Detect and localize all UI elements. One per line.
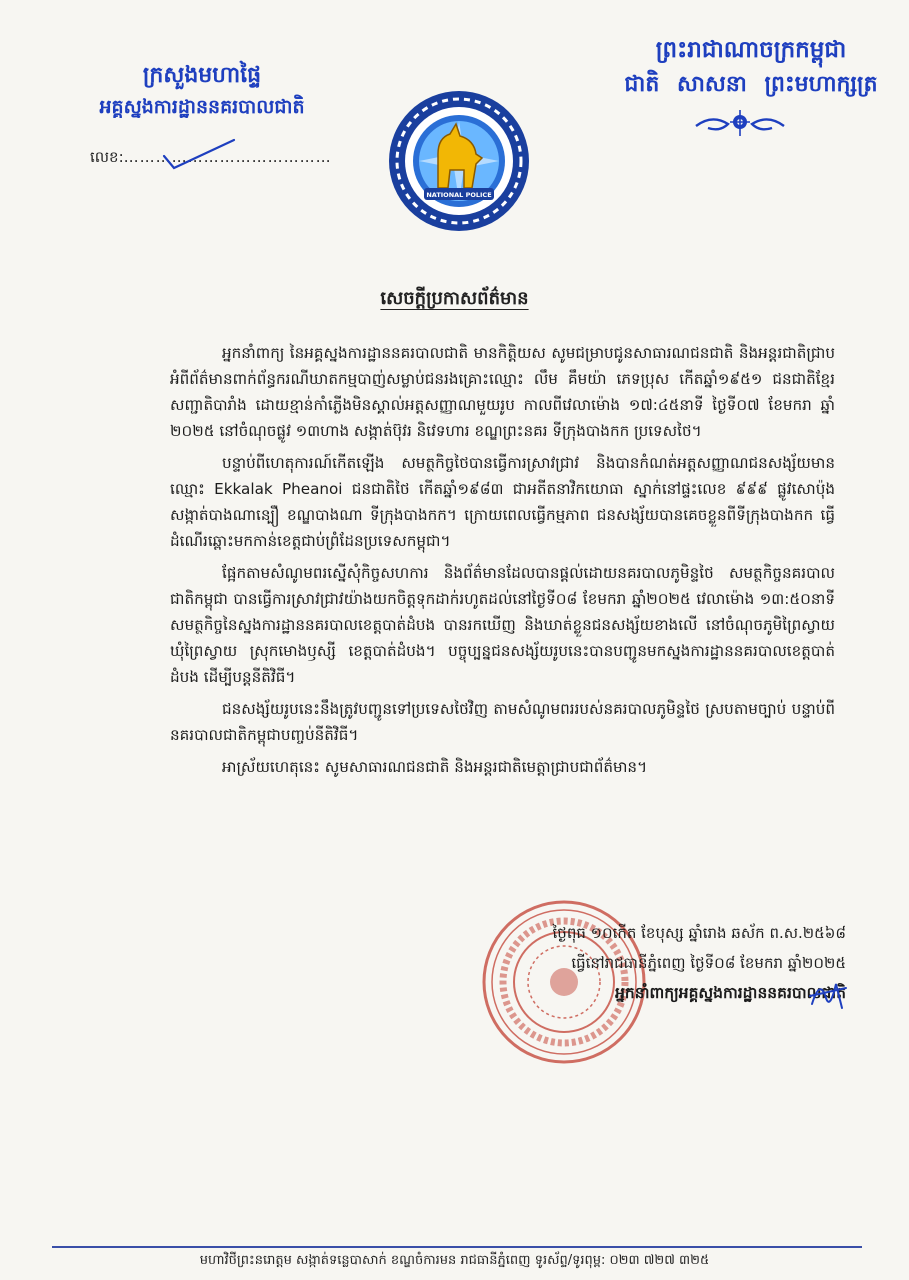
national-motto: ជាតិ សាសនា ព្រះមហាក្សត្រ bbox=[624, 72, 878, 97]
kingdom-name: ព្រះរាជាណាចក្រកម្ពុជា bbox=[655, 37, 847, 63]
reference-dots: ………………………………… bbox=[123, 148, 332, 166]
issue-place-date: ធ្វើនៅរាជធានីភ្នំពេញ ថ្ងៃទី០៨ ខែមករា ឆ្នាំ២០២៥ bbox=[571, 954, 846, 972]
ministry-name: ក្រសួងមហាផ្ទៃ bbox=[142, 63, 262, 88]
footer-divider bbox=[52, 1246, 862, 1248]
document-body bbox=[170, 340, 835, 786]
signature-block bbox=[476, 918, 846, 1008]
paragraph: អ្នកនាំពាក្យ នៃអគ្គស្នងការដ្ឋាននគរបាលជាតិ មានកិត្តិយស សូមជម្រាបជូនសាធារណជនជាតិ និងអន្តរជាតិជ្រាបអំពីព័ត៌មានពាក់ព័ន្ធករណីឃាតកម្មបាញ់សម្លាប់ជនរងគ្រោះឈ្មោះ លឹម គឹមយ៉ា ភេទប្រុស កើតឆ្នាំ១៩៥១ ជនជាតិខ្មែរ សញ្ជាតិបារាំង ដោយខ្មាន់កាំភ្លើងមិនស្គាល់អត្តសញ្ញាណមួយរូប កាលពីវេលាម៉ោង ១៧:៤៥នាទី ថ្ងៃទី០៧ ខែមករា ឆ្នាំ ២០២៥ នៅចំណុចផ្លូវ ១៣ហាង សង្កាត់ប៊ុវរ និវេទហារ ខណ្ឌព្រះនគរ ទីក្រុងបាងកក ប្រទេសថៃ។ bbox=[170, 344, 835, 440]
paragraph: អាស្រ័យហេតុនេះ សូមសាធារណជនជាតិ និងអន្តរជាតិមេត្តាជ្រាបជាព័ត៌មាន។ bbox=[222, 758, 648, 776]
handwritten-signature bbox=[806, 974, 850, 1014]
issuer-header bbox=[82, 60, 322, 122]
footer-address: មហាវិថីព្រះនរោត្តម សង្កាត់ទន្លេបាសាក់ ខណ្ឌចំការមន រាជធានីភ្នំពេញ ទូរស័ព្ទ/ទូរពុម្ព: ០២៣ ៧២៧ ៣២៥ bbox=[199, 1253, 710, 1268]
check-mark-icon bbox=[158, 136, 238, 172]
reference-label: លេខ: bbox=[90, 148, 124, 166]
paragraph: ជនសង្ស័យរូបនេះនឹងត្រូវបញ្ជូនទៅប្រទេសថៃវិញ តាមសំណូមពររបស់នគរបាលភូមិន្ទថៃ ស្របតាមច្បាប់ បន្ទាប់ពីនគរបាលជាតិកម្ពុជាបញ្ចប់នីតិវិធី។ bbox=[170, 700, 835, 744]
kingdom-header bbox=[606, 32, 896, 102]
paragraph: បន្ទាប់ពីហេតុការណ៍កើតឡើង សមត្ថកិច្ចថៃបានធ្វើការស្រាវជ្រាវ និងបានកំណត់អត្តសញ្ញាណជនសង្ស័យមានឈ្មោះ Ekkalak Pheanoi ជនជាតិថៃ កើតឆ្នាំ១៩៨៣ ជាអតីតនាវិកយោធា ស្នាក់នៅផ្ទះលេខ ៩៩៩ ផ្លូវសោប៉ុង សង្កាត់បាងណាន្បឿ ខណ្ឌបាងណា ទីក្រុងបាងកក។ ក្រោយពេលធ្វើកម្មភាព ជនសង្ស័យបានគេចខ្លួនពីទីក្រុងបាងកក ធ្វើដំណើរឆ្ពោះមកកាន់ខេត្តជាប់ព្រំដែនប្រទេសកម្ពុជា។ bbox=[170, 454, 835, 550]
ornament-divider-icon bbox=[692, 108, 788, 140]
department-name: អគ្គស្នងការដ្ឋាននគរបាលជាតិ bbox=[99, 96, 305, 118]
signer-title: អ្នកនាំពាក្យអគ្គស្នងការដ្ឋាននគរបាលជាតិ bbox=[615, 984, 846, 1002]
lunar-date: ថ្ងៃពុធ ១០កើត ខែបុស្ស ឆ្នាំរោង ឆស័ក ព.ស.២៥៦៨ bbox=[552, 924, 846, 942]
emblem-label: NATIONAL POLICE bbox=[426, 191, 492, 199]
title-text: សេចក្តីប្រកាសព័ត៌មាន bbox=[380, 288, 529, 309]
paragraph: ផ្អែកតាមសំណូមពរស្នើសុំកិច្ចសហការ និងព័ត៌មានដែលបានផ្តល់ដោយនគរបាលភូមិន្ទថៃ សមត្ថកិច្ចនគរបាលជាតិកម្ពុជា បានធ្វើការស្រាវជ្រាវយ៉ាងយកចិត្តទុកដាក់រហូតដល់នៅថ្ងៃទី០៨ ខែមករា ឆ្នាំ២០២៥ វេលាម៉ោង ១៣:៥០នាទី សមត្ថកិច្ចនៃស្នងការដ្ឋាននគរបាលខេត្តបាត់ដំបង បានរកឃើញ និងឃាត់ខ្លួនជនសង្ស័យខាងលើ នៅចំណុចភូមិព្រៃស្វាយ ឃុំព្រៃស្វាយ ស្រុកមោងឫស្សី ខេត្តបាត់ដំបង។ បច្ចុប្បន្នជនសង្ស័យរូបនេះបានបញ្ជូនមកស្នងការដ្ឋាននគរបាលខេត្តបាត់ដំបង ដើម្បីបន្តនីតិវិធី។ bbox=[170, 564, 835, 686]
police-emblem-logo bbox=[386, 88, 532, 234]
document-title bbox=[0, 286, 909, 313]
